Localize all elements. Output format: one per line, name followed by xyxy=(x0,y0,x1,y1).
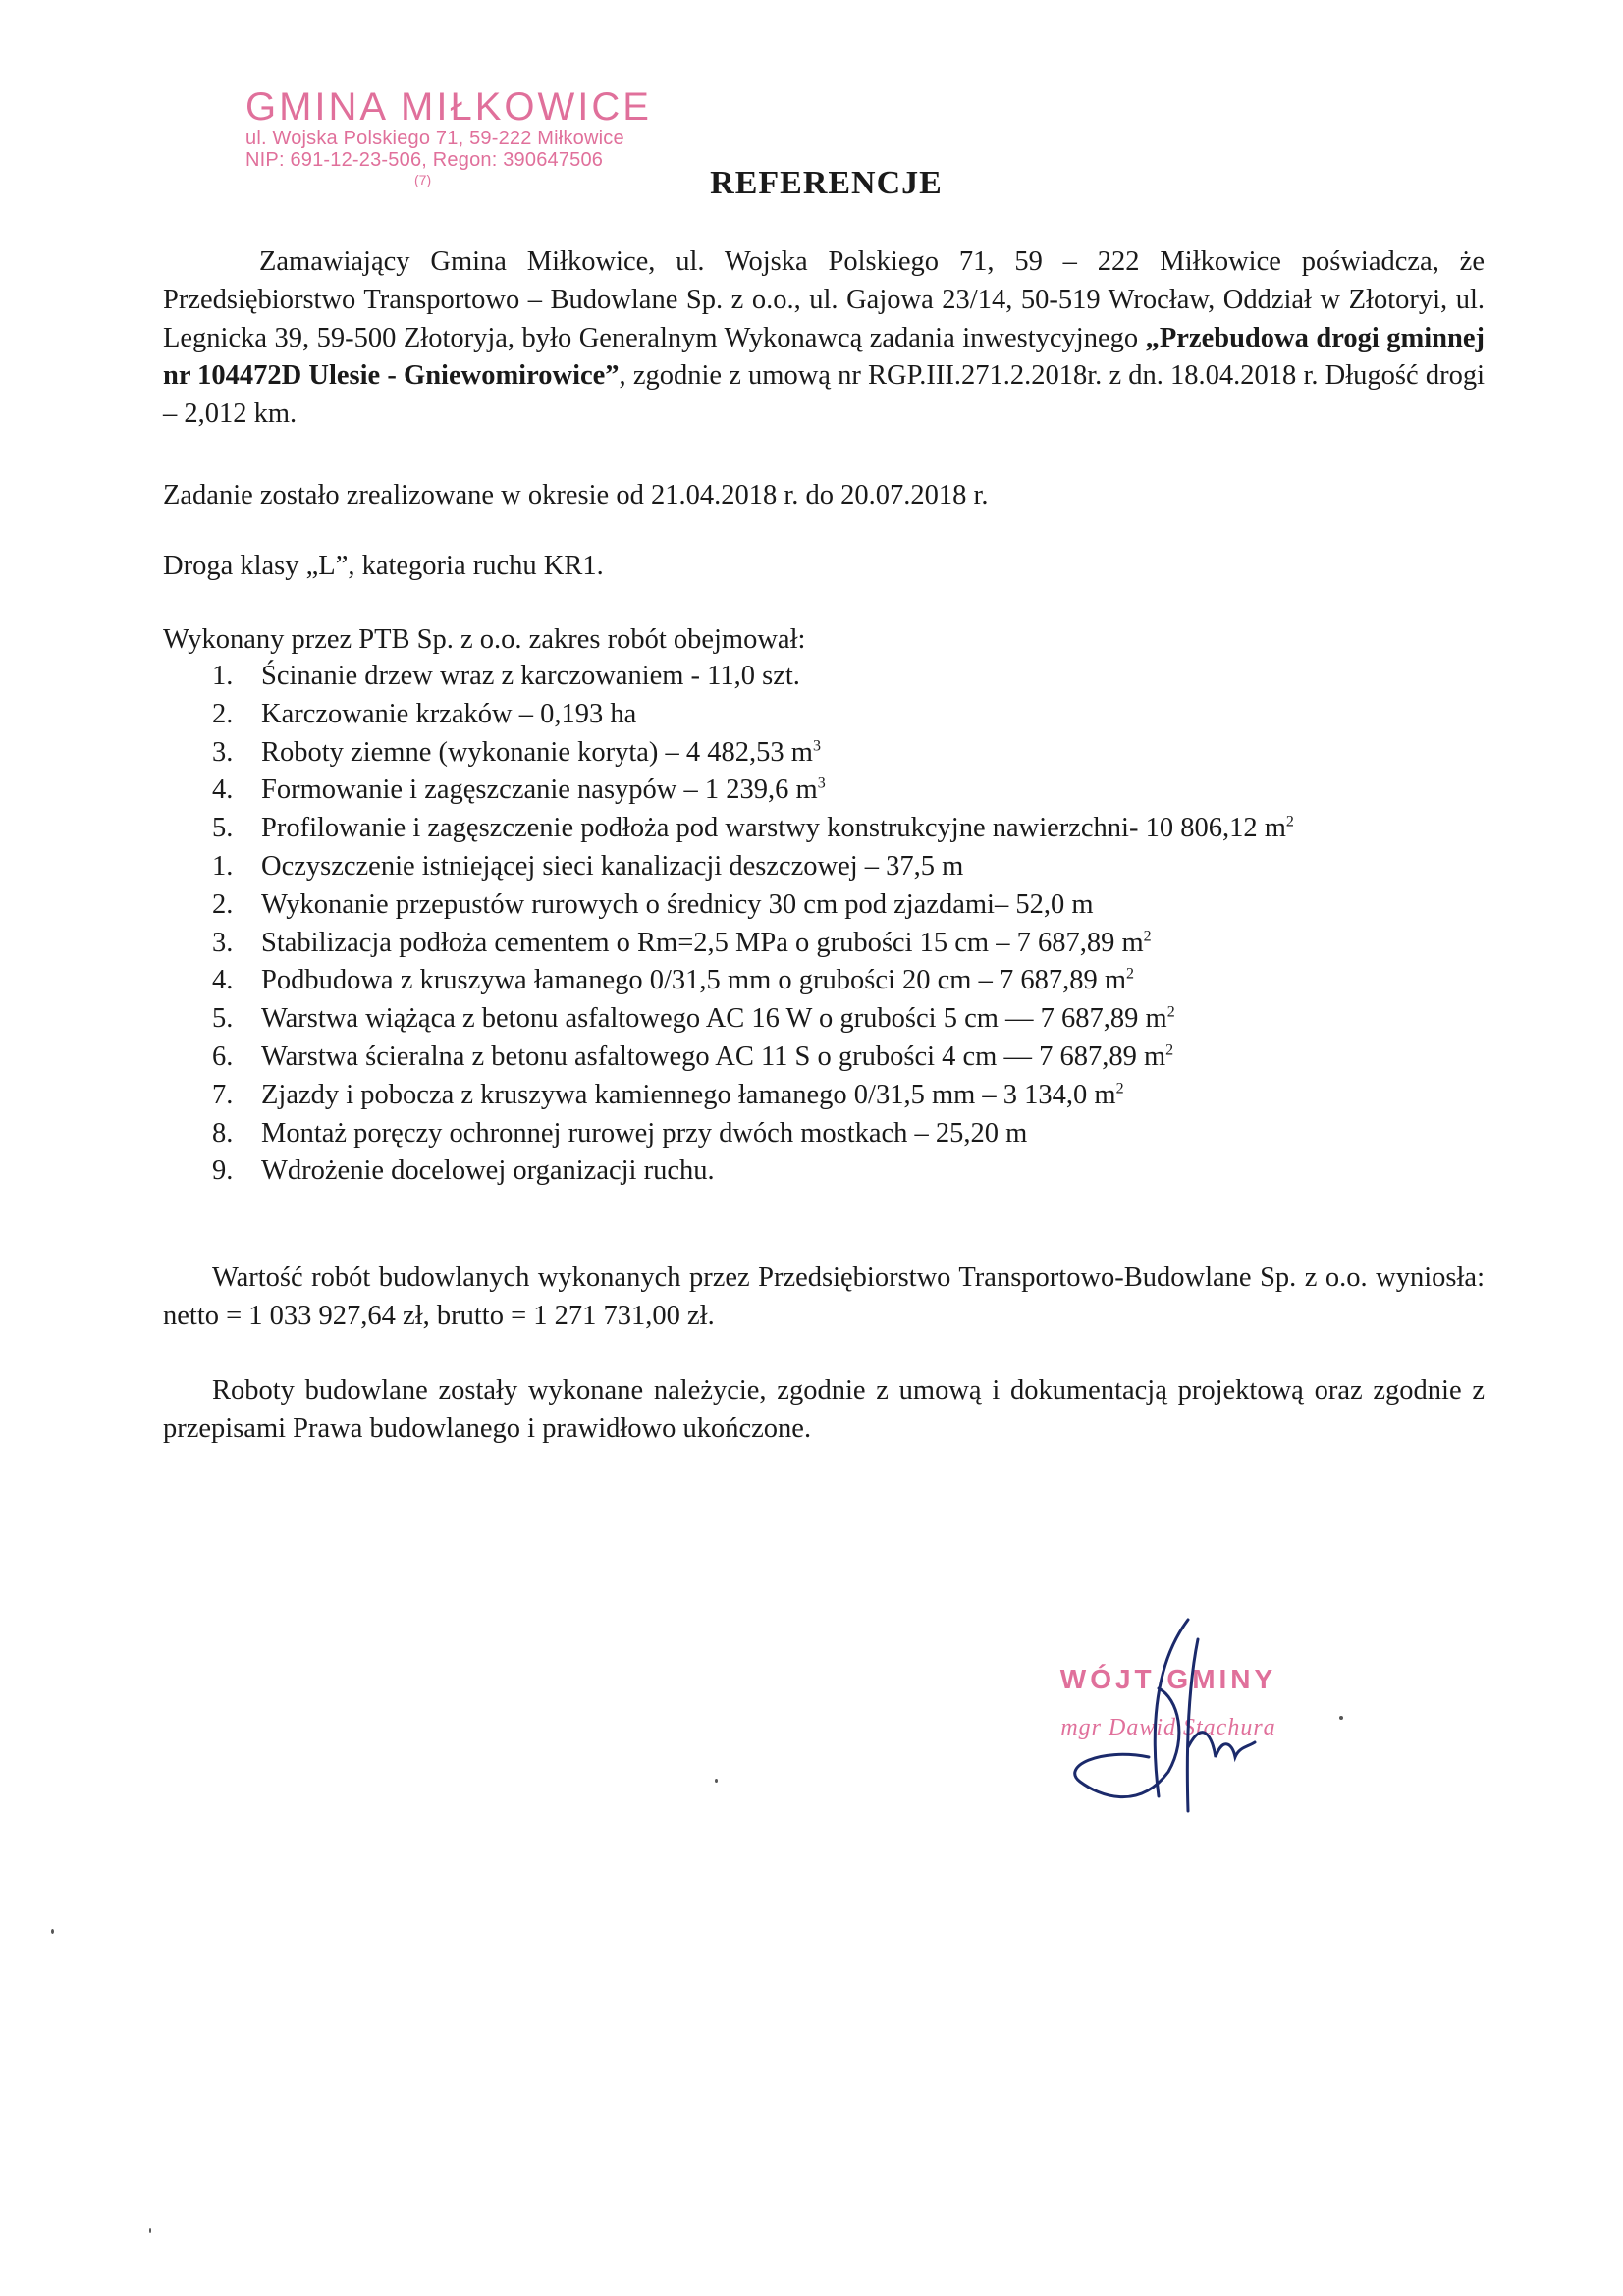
scan-speck xyxy=(149,2228,151,2233)
stamp-address: ul. Wojska Polskiego 71, 59-222 Miłkowice xyxy=(245,128,624,150)
scope-item-number: 2. xyxy=(212,888,234,920)
unit-exponent: 2 xyxy=(1126,965,1134,983)
document-title: REFERENCJE xyxy=(710,165,943,201)
period-paragraph: Zadanie zostało zrealizowane w okresie od 21.04.2018 r. do 20.07.2018 r. xyxy=(163,480,989,510)
scope-item-text: Montaż poręczy ochronnej rurowej przy dwóch mostkach – 25,20 m xyxy=(261,1117,1028,1148)
scope-item xyxy=(212,1000,1518,1039)
scope-item-text: Wykonanie przepustów rurowych o średnicy 30 cm pod zjazdami– 52,0 m xyxy=(261,888,1094,920)
scope-item xyxy=(212,848,1518,886)
scope-item-number: 8. xyxy=(212,1117,234,1148)
unit-exponent: 3 xyxy=(812,737,821,755)
value-text: Wartość robót budowlanych wykonanych przez Przedsiębiorstwo Transportowo-Budowlane Sp. z o.o. wyniosła: netto = 1 033 927,64 zł, brutto = 1 271 731,00 zł. xyxy=(163,1262,1485,1331)
scope-item-text: Ścinanie drzew wraz z karczowaniem - 11,0 szt. xyxy=(261,661,800,691)
scope-item xyxy=(212,1039,1518,1077)
scan-speck xyxy=(715,1779,718,1783)
unit-exponent: 2 xyxy=(1143,928,1152,945)
scope-list xyxy=(212,658,1518,1191)
scope-item xyxy=(212,810,1518,848)
scope-item xyxy=(212,962,1518,1000)
scope-item xyxy=(212,734,1518,773)
scope-item xyxy=(212,1115,1518,1153)
scope-item-number: 1. xyxy=(212,850,234,881)
road-class-paragraph: Droga klasy „L”, kategoria ruchu KR1. xyxy=(163,551,604,581)
scope-item-number: 7. xyxy=(212,1079,234,1110)
scope-item-number: 3. xyxy=(212,927,234,958)
unit-exponent: 2 xyxy=(1165,1041,1174,1059)
scope-item-number: 1. xyxy=(212,661,234,691)
handwritten-signature xyxy=(1041,1600,1296,1826)
project-name: „Przebudowa drogi gminnej nr 104472D Ulesie - Gniewomirowice” xyxy=(163,322,1485,392)
value-paragraph xyxy=(163,1259,1485,1336)
scope-item-number: 2. xyxy=(212,698,234,729)
scope-item-number: 6. xyxy=(212,1041,234,1072)
scope-item-text: Roboty ziemne (wykonanie koryta) – 4 482,53 m xyxy=(261,736,813,768)
stamp-number: (7) xyxy=(414,172,432,188)
unit-exponent: 2 xyxy=(1285,813,1294,830)
stamp-ids: NIP: 691-12-23-506, Regon: 390647506 xyxy=(245,148,604,171)
scope-item xyxy=(212,886,1518,925)
closing-text: Roboty budowlane zostały wykonane należycie, zgodnie z umową i dokumentacją projektową oraz zgodnie z przepisami Prawa budowlanego i prawidłowo ukończone. xyxy=(163,1375,1485,1444)
scope-item-number: 5. xyxy=(212,1003,234,1035)
scope-item-number: 4. xyxy=(212,774,234,806)
scope-item xyxy=(212,925,1518,963)
unit-exponent: 2 xyxy=(1115,1080,1124,1097)
scope-item-text: Warstwa ścieralna z betonu asfaltowego AC 11 S o grubości 4 cm — 7 687,89 m xyxy=(261,1041,1166,1072)
scope-heading: Wykonany przez PTB Sp. z o.o. zakres robót obejmował: xyxy=(163,624,806,655)
scan-speck xyxy=(1339,1716,1343,1720)
scope-item-text: Oczyszczenie istniejącej sieci kanalizacji deszczowej – 37,5 m xyxy=(261,850,964,881)
scope-item-text: Zjazdy i pobocza z kruszywa kamiennego łamanego 0/31,5 mm – 3 134,0 m xyxy=(261,1079,1116,1110)
scope-item-text: Podbudowa z kruszywa łamanego 0/31,5 mm o grubości 20 cm – 7 687,89 m xyxy=(261,965,1126,996)
scope-item-number: 4. xyxy=(212,965,234,996)
intro-part2: , zgodnie z umową nr RGP.III.271.2.2018r. z dn. 18.04.2018 r. Długość drogi – 2,012 km. xyxy=(163,360,1485,430)
scope-item-text: Stabilizacja podłoża cementem o Rm=2,5 MPa o grubości 15 cm – 7 687,89 m xyxy=(261,927,1144,958)
scope-item-text: Wdrożenie docelowej organizacji ruchu. xyxy=(261,1155,715,1187)
scope-item xyxy=(212,696,1518,734)
mayor-stamp-name: mgr Dawid Stachura xyxy=(1060,1715,1276,1740)
scope-item-text: Warstwa wiążąca z betonu asfaltowego AC 16 W o grubości 5 cm — 7 687,89 m xyxy=(261,1003,1167,1035)
scan-speck xyxy=(51,1929,54,1934)
scope-item xyxy=(212,1152,1518,1191)
scope-item xyxy=(212,1077,1518,1115)
unit-exponent: 2 xyxy=(1166,1003,1175,1021)
intro-part1: Zamawiający Gmina Miłkowice, ul. Wojska Polskiego 71, 59 – 222 Miłkowice poświadcza, że Przedsiębiorstwo Transportowo – Budowlane Sp. z o.o., ul. Gajowa 23/14, 50-519 Wrocław, Oddział w Złotoryi, ul. Legnicka 39, 59-500 Złotoryja, było Generalnym Wykonawcą zadania inwestycyjnego xyxy=(163,246,1485,353)
scope-item-number: 5. xyxy=(212,813,234,844)
stamp-name: GMINA MIŁKOWICE xyxy=(245,85,652,129)
scope-item-number: 9. xyxy=(212,1155,234,1187)
intro-paragraph xyxy=(163,243,1485,434)
scope-item-text: Karczowanie krzaków – 0,193 ha xyxy=(261,698,637,729)
unit-exponent: 3 xyxy=(817,774,826,792)
scope-item-text: Profilowanie i zagęszczenie podłoża pod warstwy konstrukcyjne nawierzchni- 10 806,12 m xyxy=(261,813,1286,844)
scope-item xyxy=(212,658,1518,696)
scope-item-text: Formowanie i zagęszczanie nasypów – 1 239,6 m xyxy=(261,774,818,806)
scope-item-number: 3. xyxy=(212,736,234,768)
scope-item xyxy=(212,772,1518,810)
closing-paragraph xyxy=(163,1372,1485,1449)
mayor-stamp-title: WÓJT GMINY xyxy=(1059,1664,1277,1694)
